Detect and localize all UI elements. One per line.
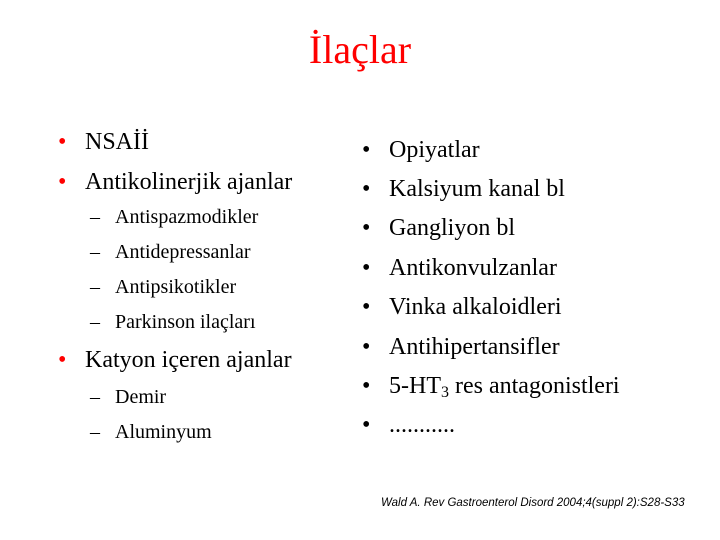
bullet-icon: •	[362, 176, 371, 202]
bullet-icon: •	[362, 255, 371, 281]
list-item-label: Antikolinerjik ajanlar	[85, 169, 293, 195]
page-title: İlaçlar	[308, 27, 412, 72]
list-item-label	[389, 372, 620, 400]
list-item-label: Antikonvulzanlar	[389, 255, 557, 281]
list-item-label: Kalsiyum kanal bl	[389, 176, 565, 202]
list-item-label: Antihipertansifler	[389, 334, 560, 360]
sub-list-item-label: Antidepressanlar	[115, 241, 251, 263]
dash-icon: –	[90, 276, 100, 298]
bullet-icon: •	[362, 334, 371, 360]
list-item-label: ...........	[389, 412, 455, 438]
ht3-subscript: 3	[440, 384, 449, 401]
bullet-icon: •	[362, 215, 371, 241]
dash-icon: –	[90, 206, 100, 228]
sub-list-item-label: Aluminyum	[115, 421, 212, 443]
bullet-icon: •	[58, 347, 67, 373]
bullet-icon: •	[58, 169, 67, 195]
dash-icon: –	[90, 311, 100, 333]
bullet-icon: •	[362, 294, 371, 320]
dash-icon: –	[90, 421, 100, 443]
citation: Wald A. Rev Gastroenterol Disord 2004;4(suppl 2):S28-S33	[381, 497, 685, 509]
sub-list-item-label: Parkinson ilaçları	[115, 311, 256, 333]
list-item-label: Katyon içeren ajanlar	[85, 347, 292, 373]
bullet-icon: •	[362, 137, 371, 163]
sub-list-item-label: Antipsikotikler	[115, 276, 237, 298]
sub-list-item-label: Antispazmodikler	[115, 206, 259, 228]
bullet-icon: •	[58, 129, 67, 155]
dash-icon: –	[90, 241, 100, 263]
ht3-suffix: res antagonistleri	[448, 373, 620, 399]
list-item-label: NSAİİ	[85, 129, 149, 155]
sub-list-item-label: Demir	[115, 386, 167, 408]
bullet-icon: •	[362, 373, 371, 399]
ht3-prefix: 5-HT	[389, 373, 441, 399]
dash-icon: –	[90, 386, 100, 408]
list-item-label: Gangliyon bl	[389, 215, 515, 241]
bullet-icon: •	[362, 412, 371, 438]
list-item-label: Opiyatlar	[389, 137, 480, 163]
list-item-label: Vinka alkaloidleri	[389, 294, 562, 320]
